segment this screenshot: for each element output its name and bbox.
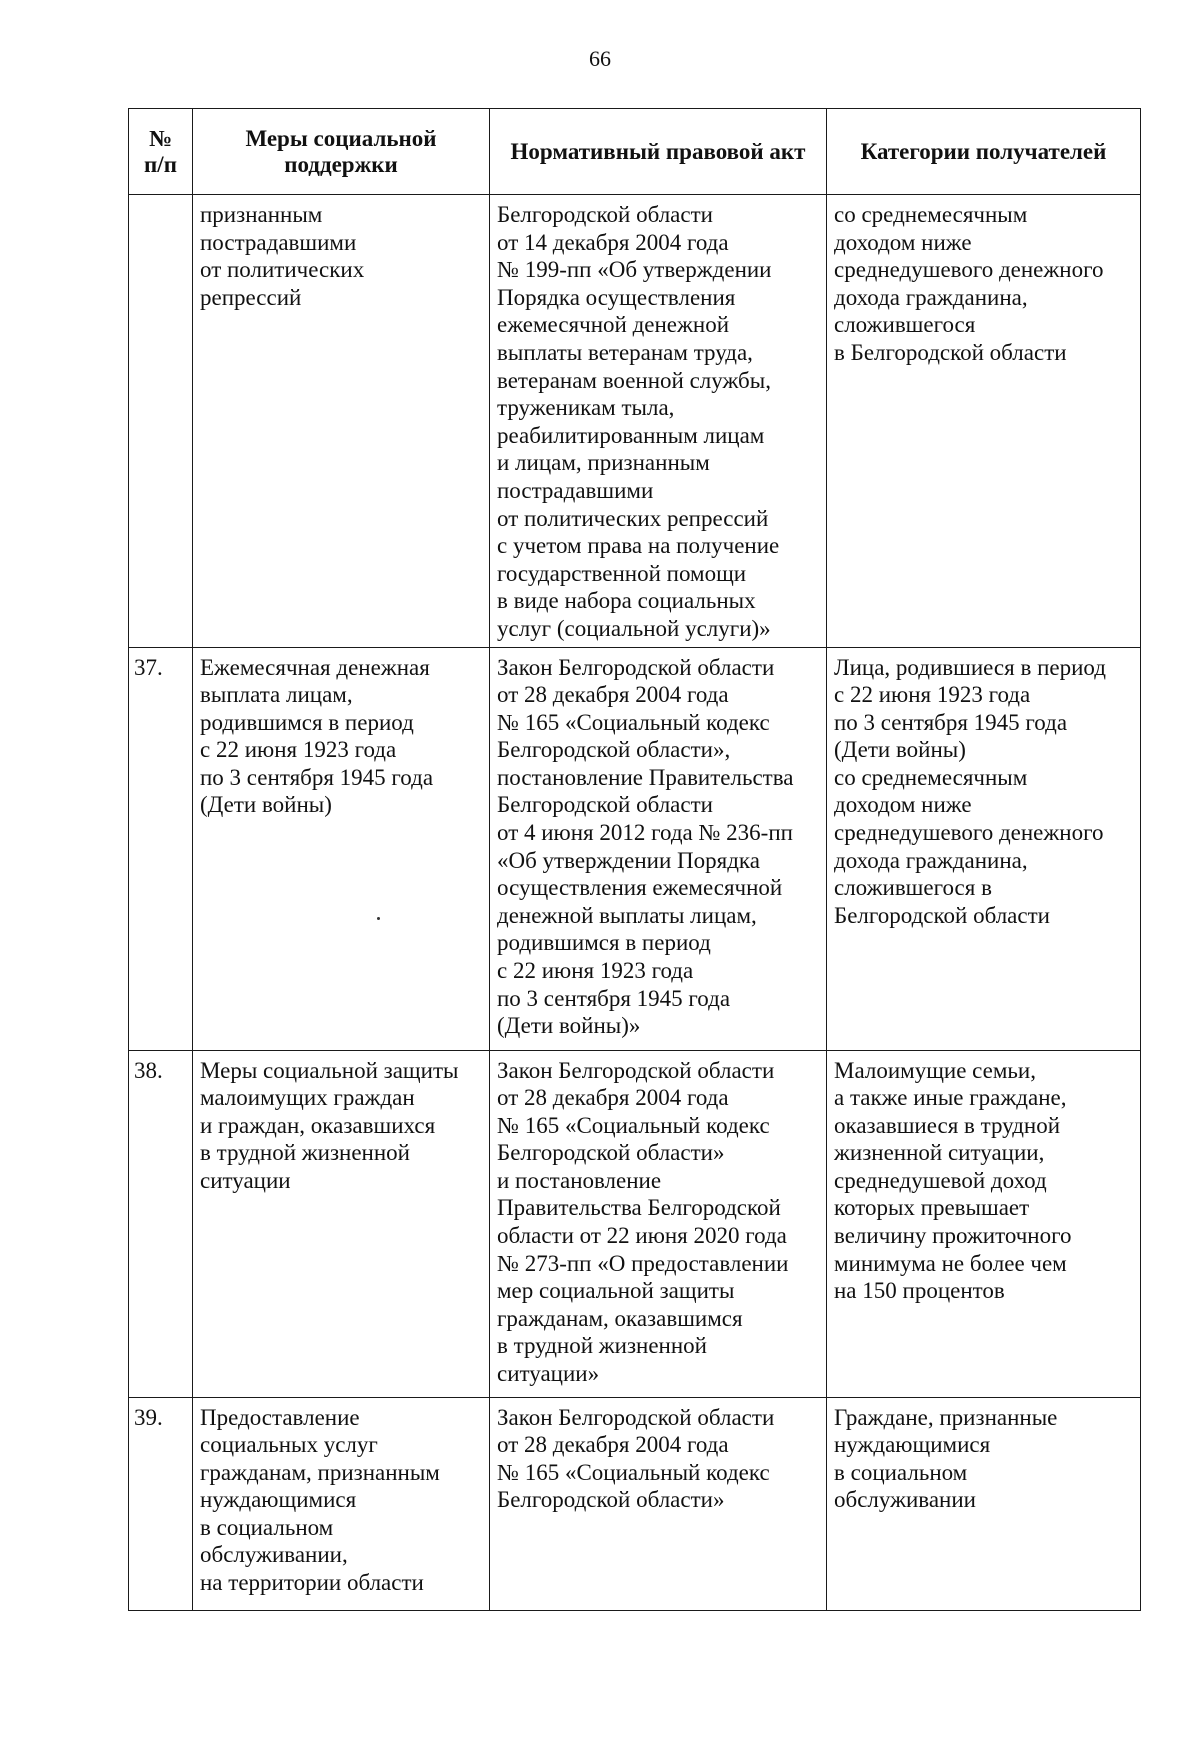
header-recipient-category: Категории получателей bbox=[827, 109, 1141, 195]
cell-legal-act: Закон Белгородской области от 28 декабря 2004 года № 165 «Социальный кодекс Белгородской области» bbox=[490, 1397, 827, 1610]
cell-recipient-category: Малоимущие семьи, а также иные граждане, оказавшиеся в трудной жизненной ситуации, среднедушевой доход которых превышает величину прожиточного минимума не более чем на 150 процентов bbox=[827, 1050, 1141, 1397]
cell-measure: Ежемесячная денежная выплата лицам, родившимся в период с 22 июня 1923 года по 3 сентября 1945 года (Дети войны) bbox=[193, 647, 490, 1050]
table-row bbox=[129, 1050, 1141, 1397]
cell-recipient-category: со среднемесячным доходом ниже среднедушевого денежного дохода гражданина, сложившегося в Белгородской области bbox=[827, 195, 1141, 648]
table-row bbox=[129, 195, 1141, 648]
header-legal-act: Нормативный правовой акт bbox=[490, 109, 827, 195]
scan-speck bbox=[377, 917, 380, 920]
cell-legal-act: Белгородской области от 14 декабря 2004 года № 199-пп «Об утверждении Порядка осуществления ежемесячной денежной выплаты ветеранам труда, ветеранам военной службы, труженикам тыла, реабилитированным лицам и лицам, признанным пострадавшими от политических репрессий с учетом права на получение государственной помощи в виде набора социальных услуг (социальной услуги)» bbox=[490, 195, 827, 648]
header-number: № п/п bbox=[129, 109, 193, 195]
cell-number bbox=[129, 195, 193, 648]
cell-recipient-category: Лица, родившиеся в период с 22 июня 1923 года по 3 сентября 1945 года (Дети войны) со среднемесячным доходом ниже среднедушевого денежного дохода гражданина, сложившегося в Белгородской области bbox=[827, 647, 1141, 1050]
cell-measure: признанным пострадавшими от политических репрессий bbox=[193, 195, 490, 648]
cell-number: 37. bbox=[129, 647, 193, 1050]
header-measure: Меры социальной поддержки bbox=[193, 109, 490, 195]
cell-measure: Меры социальной защиты малоимущих граждан и граждан, оказавшихся в трудной жизненной ситуации bbox=[193, 1050, 490, 1397]
cell-measure: Предоставление социальных услуг гражданам, признанным нуждающимися в социальном обслуживании, на территории области bbox=[193, 1397, 490, 1610]
cell-legal-act: Закон Белгородской области от 28 декабря 2004 года № 165 «Социальный кодекс Белгородской области», постановление Правительства Белгородской области от 4 июня 2012 года № 236-пп «Об утверждении Порядка осуществления ежемесячной денежной выплаты лицам, родившимся в период с 22 июня 1923 года по 3 сентября 1945 года (Дети войны)» bbox=[490, 647, 827, 1050]
cell-legal-act: Закон Белгородской области от 28 декабря 2004 года № 165 «Социальный кодекс Белгородской области» и постановление Правительства Белгородской области от 22 июня 2020 года № 273-пп «О предоставлении мер социальной защиты гражданам, оказавшимся в трудной жизненной ситуации» bbox=[490, 1050, 827, 1397]
cell-number: 39. bbox=[129, 1397, 193, 1610]
table-row bbox=[129, 1397, 1141, 1610]
cell-number: 38. bbox=[129, 1050, 193, 1397]
table-row bbox=[129, 647, 1141, 1050]
table-header-row bbox=[129, 109, 1141, 195]
cell-recipient-category: Граждане, признанные нуждающимися в социальном обслуживании bbox=[827, 1397, 1141, 1610]
social-support-table bbox=[128, 108, 1141, 1611]
page-number: 66 bbox=[589, 46, 611, 71]
